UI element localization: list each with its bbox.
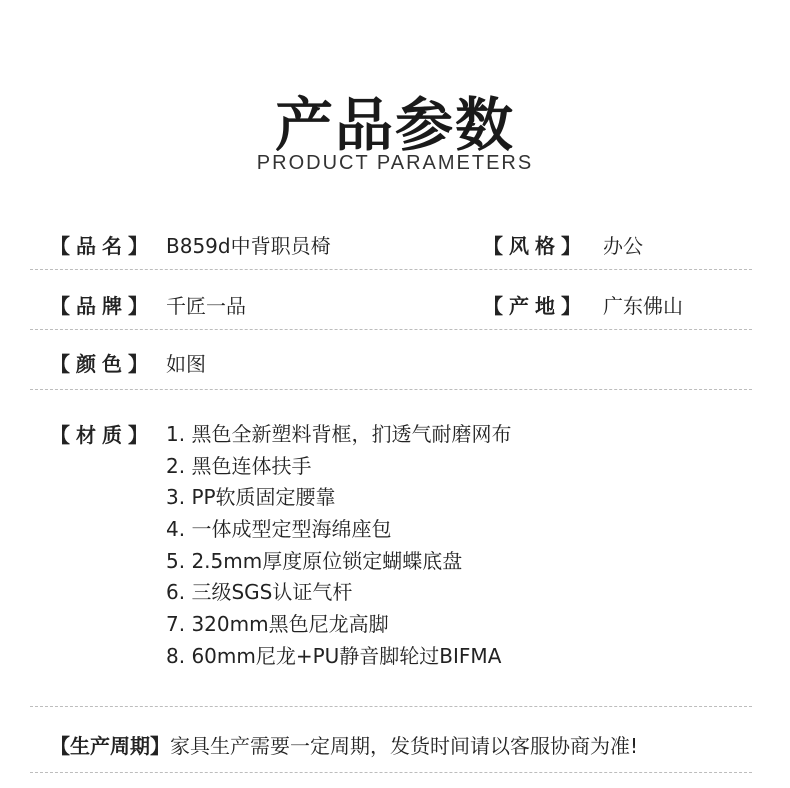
- value-name: B859d中背职员椅: [166, 234, 331, 258]
- page-title: 产品参数: [274, 91, 515, 159]
- value-brand: 千匠一品: [166, 294, 246, 318]
- material-item: 2. 黑色连体扶手: [166, 453, 312, 478]
- label-char: 风: [509, 234, 529, 258]
- material-item: 3. PP软质固定腰靠: [166, 485, 336, 510]
- param-row-color: [0, 348, 790, 378]
- production-period: [50, 730, 638, 759]
- label-brand: [50, 290, 148, 319]
- label-bracket-open: 【: [50, 352, 70, 376]
- material-list: [166, 419, 511, 673]
- label-bracket-open: 【: [50, 234, 70, 258]
- label-material: [50, 419, 148, 448]
- label-bracket-close: 】: [561, 294, 581, 318]
- label-char: 格: [535, 234, 555, 258]
- label-bracket-close: 】: [128, 352, 148, 376]
- label-bracket-open: 【: [50, 294, 70, 318]
- label-bracket-open: 【: [50, 423, 70, 447]
- label-bracket-close: 】: [128, 423, 148, 447]
- production-period-text: 家具生产需要一定周期，发货时间请以客服协商为准!: [170, 734, 639, 758]
- label-name: [50, 230, 148, 259]
- label-bracket-close: 】: [128, 294, 148, 318]
- material-item: 4. 一体成型定型海绵座包: [166, 517, 392, 542]
- label-char: 质: [102, 423, 122, 447]
- dashed-divider: [30, 772, 752, 773]
- value-color: 如图: [166, 352, 206, 376]
- value-style: 办公: [603, 234, 643, 258]
- label-char: 产: [509, 294, 529, 318]
- label-char: 名: [102, 234, 122, 258]
- label-char: 品: [76, 294, 96, 318]
- material-item: 6. 三级SGS认证气杆: [166, 580, 353, 605]
- label-bracket-open: 【: [483, 234, 503, 258]
- material-item: 1. 黑色全新塑料背框，扪透气耐磨网布: [166, 422, 512, 446]
- production-period-label: 【生产周期】: [50, 734, 170, 758]
- label-char: 颜: [76, 352, 96, 376]
- label-color: [50, 348, 148, 377]
- label-bracket-close: 】: [561, 234, 581, 258]
- dashed-divider: [30, 269, 752, 270]
- label-char: 牌: [102, 294, 122, 318]
- label-bracket-close: 】: [128, 234, 148, 258]
- material-item: 8. 60mm尼龙+PU静音脚轮过BIFMA: [166, 643, 502, 668]
- dashed-divider: [30, 329, 752, 330]
- label-style: [483, 230, 581, 259]
- param-row-brand-origin: [0, 290, 790, 320]
- label-char: 品: [76, 234, 96, 258]
- material-item: 5. 2.5mm厚度原位锁定蝴蝶底盘: [166, 548, 463, 573]
- value-origin: 广东佛山: [603, 294, 683, 318]
- label-char: 色: [102, 352, 122, 376]
- dashed-divider: [30, 389, 752, 390]
- label-char: 材: [76, 423, 96, 447]
- material-item: 7. 320mm黑色尼龙高脚: [166, 612, 389, 637]
- label-char: 地: [535, 294, 555, 318]
- dashed-divider: [30, 706, 752, 707]
- label-bracket-open: 【: [483, 294, 503, 318]
- page-subtitle: PRODUCT PARAMETERS: [256, 152, 534, 174]
- param-row-name-style: [0, 230, 790, 260]
- label-origin: [483, 290, 581, 319]
